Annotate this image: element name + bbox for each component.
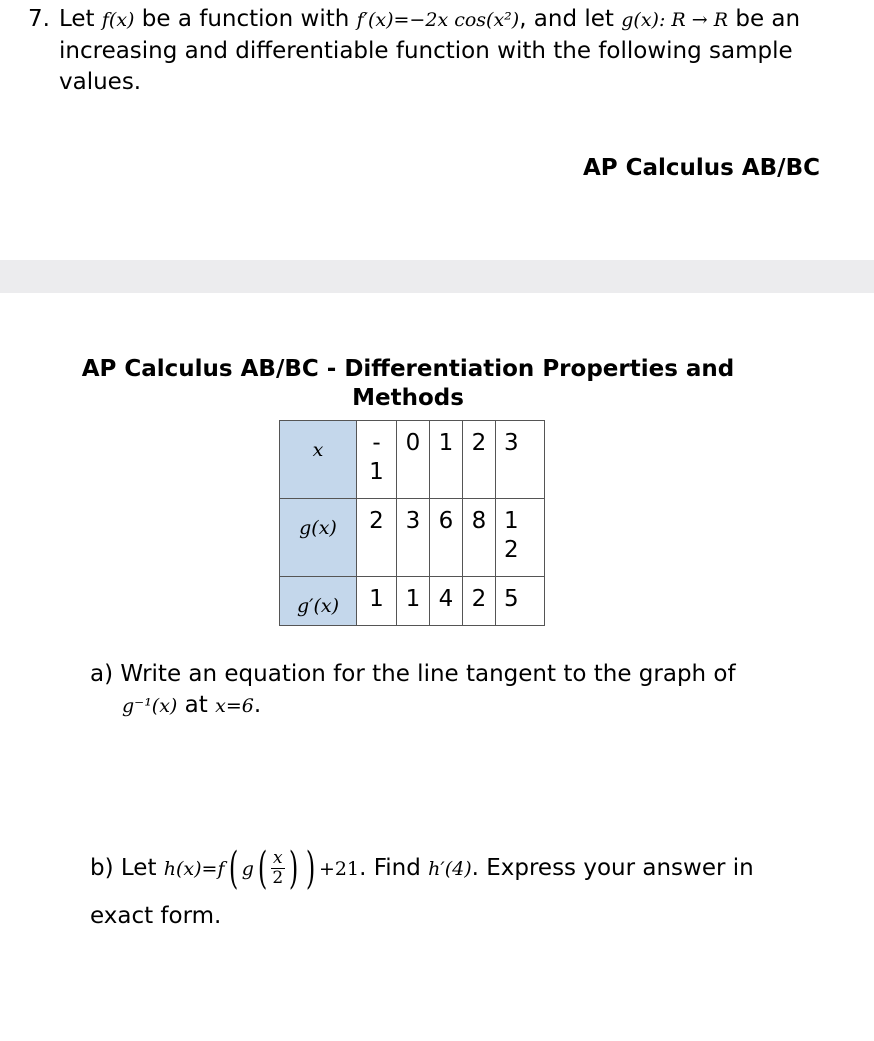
row-label: g(x) — [280, 499, 357, 577]
part-a-line-2 — [90, 690, 810, 722]
table-cell: 2 — [463, 421, 496, 499]
page-title: AP Calculus AB/BC - Differentiation Properties and Methods — [81, 356, 735, 411]
g-inverse: g⁻¹(x) — [122, 695, 178, 717]
f-prime-equation: f′(x)=−2x cos(x²) — [356, 9, 520, 31]
part-b-text-1: b) Let — [90, 855, 157, 881]
g-symbol: g — [241, 858, 254, 880]
table-cell: 4 — [430, 577, 463, 626]
table-cell: 1 — [430, 421, 463, 499]
table-cell: 1 — [357, 577, 397, 626]
h-prime: h′(4) — [428, 858, 472, 880]
table-cell: 1 2 — [496, 499, 545, 577]
g-mapping: g(x): R → R — [621, 9, 729, 31]
problem-text-1: Let — [59, 6, 95, 32]
problem-text-4: be an increasing and differentiable function with the following sample values. — [59, 6, 801, 95]
part-a — [90, 659, 810, 722]
table-cell: 1 — [397, 577, 430, 626]
section-divider — [0, 260, 874, 293]
table-cell: 8 — [463, 499, 496, 577]
problem-number: 7. — [28, 6, 50, 32]
problem-text-3: , and let — [519, 6, 614, 32]
part-a-text-1: a) Write an equation for the line tangent to the graph of — [90, 661, 736, 687]
f-of-x: f(x) — [101, 9, 135, 31]
h-definition: h(x)=f — [163, 858, 225, 880]
row-label: x — [280, 421, 357, 499]
table-row-g — [280, 499, 545, 577]
x-equals: x=6 — [215, 695, 254, 717]
part-b-text-2: . Find — [359, 855, 421, 881]
part-b-text-3: . Express your answer in exact form. — [90, 855, 754, 929]
table-cell: 2 — [357, 499, 397, 577]
part-a-text-3: . — [253, 692, 262, 718]
problem-body — [59, 4, 828, 98]
table-cell: - 1 — [357, 421, 397, 499]
problem-statement — [28, 4, 828, 98]
plus-constant: +21 — [318, 858, 360, 880]
values-table — [279, 420, 545, 626]
table-cell: 6 — [430, 499, 463, 577]
row-label: g′(x) — [280, 577, 357, 626]
table-row-x — [280, 421, 545, 499]
problem-text-2: be a function with — [141, 6, 350, 32]
table-cell: 0 — [397, 421, 430, 499]
table-cell: 3 — [397, 499, 430, 577]
table-cell: 5 — [496, 577, 545, 626]
table-cell: 3 — [496, 421, 545, 499]
fraction: $\frac{x}{2}$ — [272, 848, 284, 888]
table-row-gprime — [280, 577, 545, 626]
course-label: AP Calculus AB/BC — [582, 155, 820, 181]
table-cell: 2 — [463, 577, 496, 626]
part-a-text-2: at — [184, 692, 208, 718]
part-b: b) Let h(x)=f( g( $\frac{x}{2}$ ) ) +21. Find h′(4). Express your answer in exact form. — [90, 842, 754, 929]
